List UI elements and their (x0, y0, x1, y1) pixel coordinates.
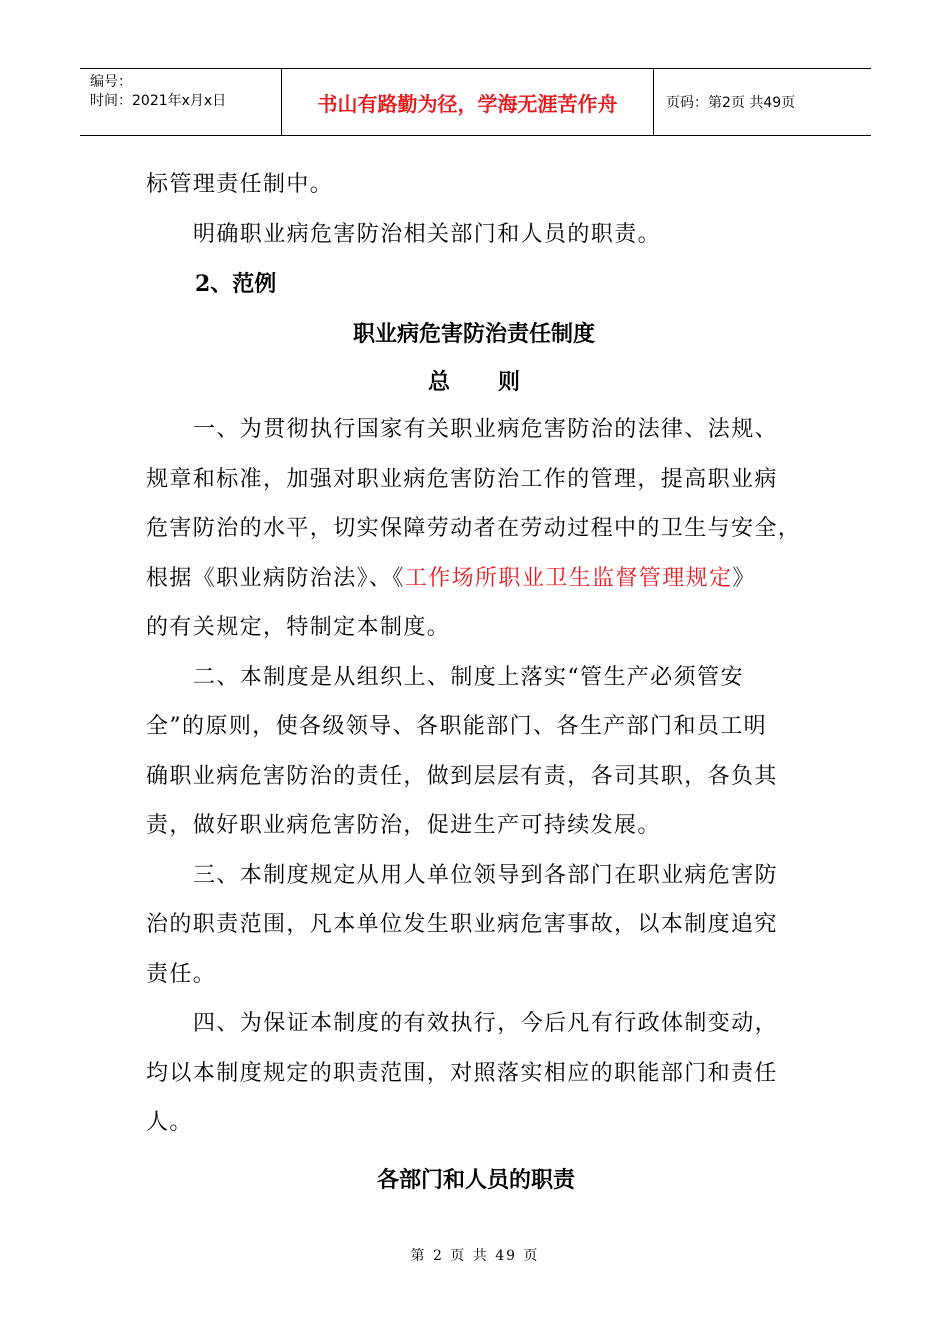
section-title: 2、范例 (195, 271, 277, 297)
paragraph-line: 责任。 (146, 961, 217, 987)
text-span: 》 (732, 565, 756, 591)
paragraph-2 (146, 653, 806, 851)
doc-number-label: 编号： (90, 74, 132, 90)
general-provisions-title: 总则 (427, 369, 568, 395)
regulation-link-text: 工作场所职业卫生监督管理规定 (404, 565, 733, 591)
document-body (146, 160, 806, 1148)
header-page-number: 页码：第2页 共49页 (666, 95, 796, 111)
paragraph-1 (146, 405, 806, 653)
paragraph-line: 二、本制度是从组织上、制度上落实“管生产必须管安 (193, 664, 744, 690)
departments-heading: 各部门和人员的职责 (376, 1167, 575, 1193)
body-line: 标管理责任制中。 (146, 172, 334, 197)
paragraph-line: 三、本制度规定从用人单位领导到各部门在职业病危害防 (193, 862, 779, 888)
text-span: 根据《职业病防治法》、《 (146, 565, 405, 591)
header-meta (80, 69, 282, 135)
paragraph-3 (146, 851, 806, 1000)
body-line: 明确职业病危害防治相关部门和人员的职责。 (193, 221, 662, 247)
paragraph-line: 人。 (146, 1110, 193, 1135)
paragraph-line: 均以本制度规定的职责范围，对照落实相应的职能部门和责任 (146, 1060, 778, 1086)
paragraph-line: 的有关规定，特制定本制度。 (146, 615, 451, 640)
doc-date-label: 时间：2021年x月x日 (90, 93, 227, 109)
paragraph-line: 治的职责范围，凡本单位发生职业病危害事故，以本制度追究 (146, 912, 778, 937)
paragraph-4 (146, 999, 806, 1148)
paragraph-line: 全”的原则，使各级领导、各职能部门、各生产部门和员工明 (146, 714, 768, 739)
paragraph-line: 确职业病危害防治的责任，做到层层有责，各司其职，各负其 (146, 763, 778, 789)
page-header (80, 68, 871, 136)
paragraph-line: 四、为保证本制度的有效执行，今后凡有行政体制变动， (193, 1011, 779, 1036)
paragraph-line: 危害防治的水平，切实保障劳动者在劳动过程中的卫生与安全， (146, 516, 802, 541)
paragraph-line: 一、为贯彻执行国家有关职业病危害防治的法律、法规、 (193, 417, 779, 442)
paragraph-line: 责，做好职业病危害防治，促进生产可持续发展。 (146, 813, 661, 838)
document-title: 职业病危害防治责任制度 (352, 321, 595, 347)
paragraph-line (146, 554, 806, 604)
header-motto: 书山有路勤为径，学海无涯苦作舟 (282, 69, 654, 135)
paragraph-line: 规章和标准，加强对职业病危害防治工作的管理，提高职业病 (146, 466, 778, 492)
page-footer: 第 2 页 共 49 页 (410, 1248, 540, 1264)
